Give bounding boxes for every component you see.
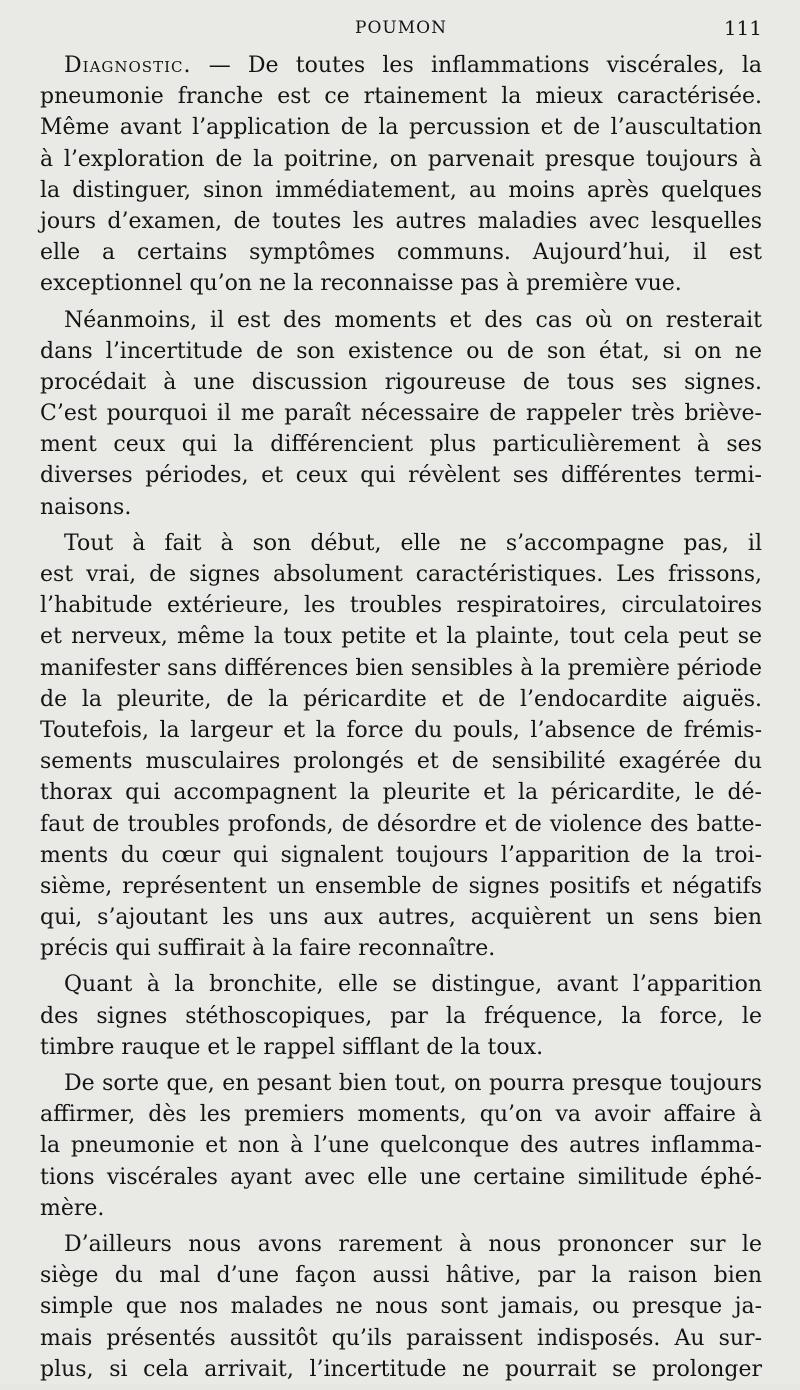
text-line: Quant à la bronchite, elle se distingue, avant l’apparition — [64, 972, 762, 998]
text-line: est vrai, de signes absolument caractéristiques. Les frissons, — [40, 562, 762, 587]
text-line: l’habitude extérieure, les troubles respiratoires, circulatoires — [40, 593, 762, 619]
text-line: D’ailleurs nous avons rarement à nous prononcer sur le — [64, 1231, 762, 1257]
text-line: pneumonie franche est ce rtainement la mieux caractérisée. — [40, 84, 762, 110]
text-line: Toutefois, la largeur et la force du pouls, l’absence de frémis- — [40, 717, 762, 743]
text-line: affirmer, dès les premiers moments, qu’on va avoir affaire à — [40, 1102, 762, 1128]
text-line: mais présentés aussitôt qu’ils paraissent indisposés. Au sur- — [40, 1325, 762, 1351]
paragraph — [40, 969, 762, 1063]
text-line: des signes stéthoscopiques, par la fréquence, la force, le — [40, 1003, 762, 1029]
paragraph — [40, 1229, 762, 1385]
text-line: procédait à une discussion rigoureuse de tous ses signes. — [40, 369, 762, 395]
text-line: tions viscérales ayant avec elle une certaine similitude éphé- — [40, 1164, 762, 1190]
text-line: précis qui suffirait à la faire reconnaître. — [40, 936, 496, 962]
text-line: mère. — [40, 1195, 105, 1221]
text-line: faut de troubles profonds, de désordre et de violence des batte- — [40, 811, 762, 837]
body-text — [40, 50, 762, 1390]
text-line: manifester sans différences bien sensibles à la première période — [40, 655, 762, 681]
text-line: la distinguer, sinon immédiatement, au moins après quelques — [40, 177, 762, 203]
text-line: ments du cœur qui signalent toujours l’apparition de la troi- — [40, 842, 762, 868]
text-line: exceptionnel qu’on ne la reconnaisse pas à première vue. — [40, 271, 682, 297]
text-line: naisons. — [40, 494, 132, 520]
text-line: jours d’examen, de toutes les autres maladies avec lesquelles — [40, 208, 762, 234]
text-line: Même avant l’application de la percussion et de l’auscultation — [40, 115, 762, 141]
running-head-title: POUMON — [355, 18, 447, 38]
paragraph — [40, 528, 762, 965]
text-line: timbre rauque et le rappel sifflant de la toux. — [40, 1034, 544, 1060]
text-line: et nerveux, même la toux petite et la plainte, tout cela peut se — [40, 624, 762, 650]
text-line: dans l’incertitude de son existence ou de son état, si on ne — [40, 338, 762, 364]
text-line: sième, représentent un ensemble de signes positifs et négatifs — [40, 873, 762, 899]
text-line — [40, 50, 762, 81]
text-line: ment ceux qui la différencient plus particulièrement à ses — [40, 432, 762, 458]
running-head — [40, 14, 762, 42]
text-line: C’est pourquoi il me paraît nécessaire de rappeler très briève- — [40, 401, 762, 427]
text-line: plus, si cela arrivait, l’incertitude ne pourrait se prolonger — [40, 1356, 762, 1382]
paragraph — [40, 1068, 762, 1224]
page-number: 111 — [723, 16, 762, 40]
text-line: De sorte que, en pesant bien tout, on pourra presque toujours — [64, 1071, 762, 1096]
section-heading: Diagnostic. — [64, 53, 192, 78]
text-line: sements musculaires prolongés et de sensibilité exagérée du — [40, 749, 762, 775]
text-line: à l’exploration de la poitrine, on parvenait presque toujours à — [40, 146, 762, 172]
text-line: la pneumonie et non à l’une quelconque des autres inflamma- — [40, 1133, 762, 1159]
text-line: thorax qui accompagnent la pleurite et la péricardite, le dé- — [40, 780, 762, 806]
text-line: qui, s’ajoutant les uns aux autres, acquièrent un sens bien — [40, 905, 762, 931]
paragraph — [40, 305, 762, 523]
text-line: de la pleurite, de la péricardite et de l’endocardite aiguës. — [40, 686, 762, 712]
text-line: elle a certains symptômes communs. Aujourd’hui, il est — [40, 240, 762, 266]
text-line: siège du mal d’une façon aussi hâtive, par la raison bien — [40, 1263, 762, 1289]
paragraph — [40, 50, 762, 300]
text-line: diverses périodes, et ceux qui révèlent ses différentes termi- — [40, 463, 762, 489]
text-line: Tout à fait à son début, elle ne s’accompagne pas, il — [64, 530, 762, 556]
text-line-content: — De toutes les inflammations viscérales, la — [191, 53, 762, 78]
text-line: Néanmoins, il est des moments et des cas où on resterait — [64, 307, 762, 333]
text-line: simple que nos malades ne nous sont jamais, ou presque ja- — [40, 1294, 762, 1320]
